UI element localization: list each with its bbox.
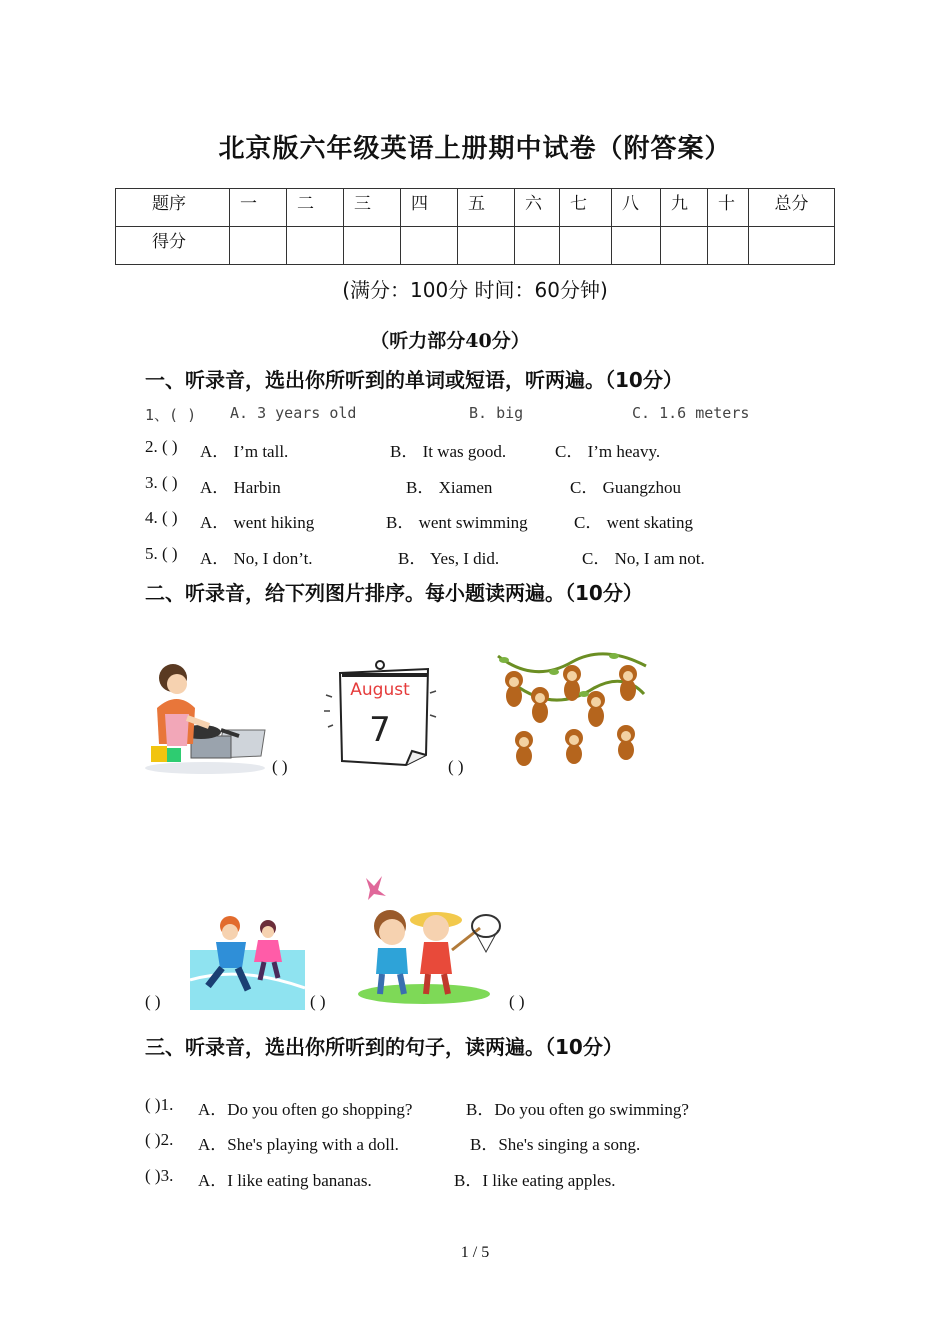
score-header-cell: 三 [344, 189, 401, 227]
score-header-cell: 七 [560, 189, 612, 227]
q1-option-c: C. 1.6 meters [632, 404, 750, 422]
q2-option-c: C． I’m heavy. [555, 442, 661, 461]
score-header-cell: 一 [230, 189, 287, 227]
q1-number: 1、( ) [145, 406, 197, 424]
score-table [115, 188, 835, 265]
butterfly-catching-picture [352, 870, 507, 1008]
score-table-score-row [116, 227, 835, 265]
q3-option-b: B． Xiamen [406, 478, 493, 497]
score-cell[interactable] [749, 227, 835, 265]
section2-heading: 二、听录音，给下列图片排序。每小题读两遍。（10分） [145, 581, 643, 605]
q1-option-a: A. 3 years old [230, 404, 357, 422]
picture4-blank[interactable]: ( ) [145, 992, 161, 1011]
q5-number: 5. ( ) [145, 544, 178, 563]
picture5-blank[interactable]: ( ) [310, 992, 326, 1011]
cooking-woman-picture [143, 660, 268, 775]
picture6-blank[interactable]: ( ) [509, 992, 525, 1011]
exam-meta: (满分：100分 时间：60分钟) [342, 278, 608, 302]
score-cell[interactable] [560, 227, 612, 265]
q5-option-a: A． No, I don’t. [200, 549, 313, 568]
score-cell[interactable] [612, 227, 661, 265]
score-header-cell: 十 [708, 189, 749, 227]
picture2-blank[interactable]: ( ) [448, 757, 464, 776]
q4-option-b: B． went swimming [386, 513, 528, 532]
score-header-cell: 五 [458, 189, 515, 227]
calendar-day: 7 [369, 710, 391, 750]
s3-q1-option-a: A．Do you often go shopping? [198, 1100, 413, 1119]
score-header-cell: 八 [612, 189, 661, 227]
s3-q2-number: ( )2. [145, 1130, 174, 1149]
score-cell[interactable] [287, 227, 344, 265]
score-table-header-row [116, 189, 835, 227]
page-number: 1 / 5 [460, 1244, 490, 1261]
score-row-label: 得分 [116, 227, 230, 265]
s3-q2-option-a: A．She's playing with a doll. [198, 1135, 399, 1154]
s3-q1-option-b: B．Do you often go swimming? [466, 1100, 689, 1119]
page-title: 北京版六年级英语上册期中试卷（附答案） [218, 134, 732, 164]
q4-option-a: A． went hiking [200, 513, 315, 532]
q2-option-b: B． It was good. [390, 442, 507, 461]
score-cell[interactable] [661, 227, 708, 265]
q4-option-c: C． went skating [574, 513, 693, 532]
section1-heading: 一、听录音，选出你所听到的单词或短语，听两遍。（10分） [145, 368, 683, 392]
score-header-cell: 六 [515, 189, 560, 227]
q3-option-c: C． Guangzhou [570, 478, 681, 497]
q3-option-a: A． Harbin [200, 478, 281, 497]
q3-number: 3. ( ) [145, 473, 178, 492]
monkeys-picture [494, 644, 650, 772]
score-header-cell: 二 [287, 189, 344, 227]
q2-option-a: A． I’m tall. [200, 442, 289, 461]
score-cell[interactable] [458, 227, 515, 265]
score-cell[interactable] [515, 227, 560, 265]
skating-children-picture [190, 910, 305, 1010]
score-cell[interactable] [708, 227, 749, 265]
score-cell[interactable] [401, 227, 458, 265]
score-header-cell: 九 [661, 189, 708, 227]
listening-header: （听力部分40分） [370, 330, 530, 352]
q4-number: 4. ( ) [145, 508, 178, 527]
score-cell[interactable] [344, 227, 401, 265]
calendar-picture [318, 655, 438, 770]
section3-heading: 三、听录音，选出你所听到的句子，读两遍。（10分） [145, 1035, 623, 1059]
s3-q3-option-b: B．I like eating apples. [454, 1171, 616, 1190]
score-cell[interactable] [230, 227, 287, 265]
q5-option-c: C． No, I am not. [582, 549, 705, 568]
score-header-cell: 四 [401, 189, 458, 227]
score-header-cell: 题序 [116, 189, 230, 227]
q5-option-b: B． Yes, I did. [398, 549, 500, 568]
s3-q3-option-a: A．I like eating bananas. [198, 1171, 372, 1190]
s3-q1-number: ( )1. [145, 1095, 174, 1114]
s3-q2-option-b: B．She's singing a song. [470, 1135, 641, 1154]
picture1-blank[interactable]: ( ) [272, 757, 288, 776]
q2-number: 2. ( ) [145, 437, 178, 456]
calendar-month: August [350, 680, 410, 700]
q1-option-b: B. big [469, 404, 524, 422]
s3-q3-number: ( )3. [145, 1166, 174, 1185]
score-header-cell: 总分 [749, 189, 835, 227]
